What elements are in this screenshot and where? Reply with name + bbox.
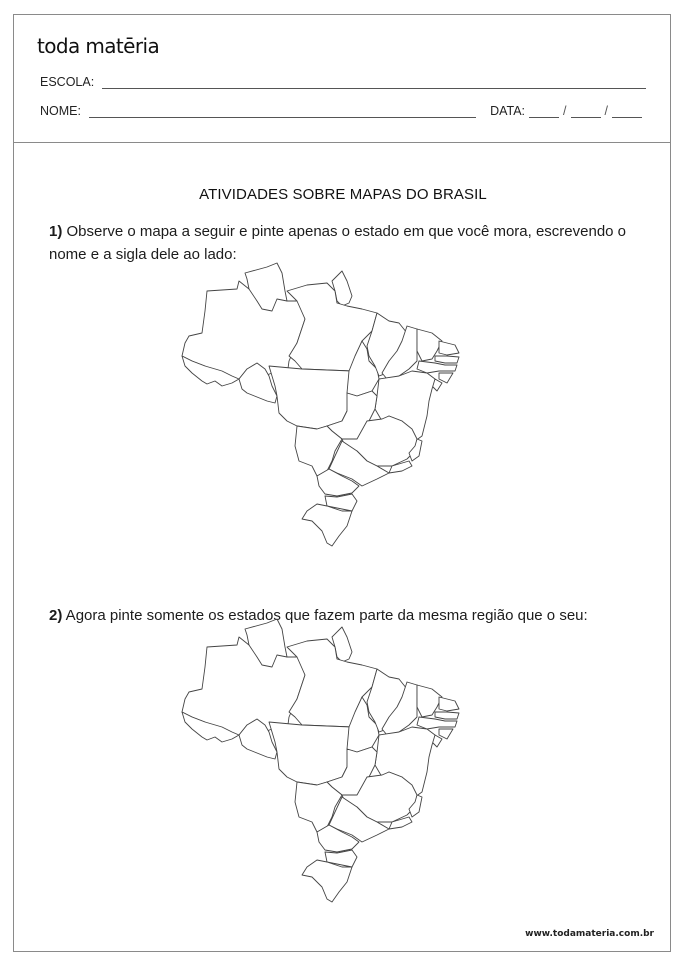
state-rs [302, 504, 352, 546]
brazil-map-2[interactable] [177, 612, 477, 912]
state-al [439, 373, 453, 383]
state-pb [435, 356, 459, 363]
footer-website: www.todamateria.com.br [525, 929, 654, 939]
worksheet-header [14, 15, 670, 143]
state-mt [269, 722, 352, 785]
date-field [490, 104, 646, 118]
date-year-blank[interactable] [612, 104, 642, 118]
name-input-line[interactable] [89, 104, 476, 118]
state-al [439, 729, 453, 739]
question-number: 1) [49, 223, 63, 240]
state-rn [439, 697, 459, 711]
question-text: Agora pinte somente os estados que fazem parte da mesma região que o seu: [62, 607, 588, 624]
state-mt [269, 366, 352, 429]
name-date-row [40, 104, 646, 118]
school-field [40, 75, 646, 89]
date-separator: / [563, 104, 567, 118]
school-input-line[interactable] [102, 75, 646, 89]
brazil-map-1[interactable] [177, 256, 477, 556]
date-label: DATA: [490, 104, 526, 118]
worksheet-title: ATIVIDADES SOBRE MAPAS DO BRASIL [199, 186, 487, 203]
brazil-states-map-icon[interactable] [177, 256, 477, 556]
question-text: Observe o mapa a seguir e pinte apenas o estado em que você mora, escrevendo o nome e a sigla dele ao lado: [49, 223, 627, 263]
date-day-blank[interactable] [529, 104, 559, 118]
date-month-blank[interactable] [571, 104, 601, 118]
state-rs [302, 860, 352, 902]
state-pb [435, 712, 459, 719]
state-rn [439, 341, 459, 355]
brazil-states-map-icon[interactable] [177, 612, 477, 912]
brand-logo: toda matēria [37, 34, 160, 58]
school-label: ESCOLA: [40, 75, 95, 89]
date-separator: / [604, 104, 608, 118]
name-label: NOME: [40, 104, 81, 118]
question-number: 2) [49, 607, 63, 624]
